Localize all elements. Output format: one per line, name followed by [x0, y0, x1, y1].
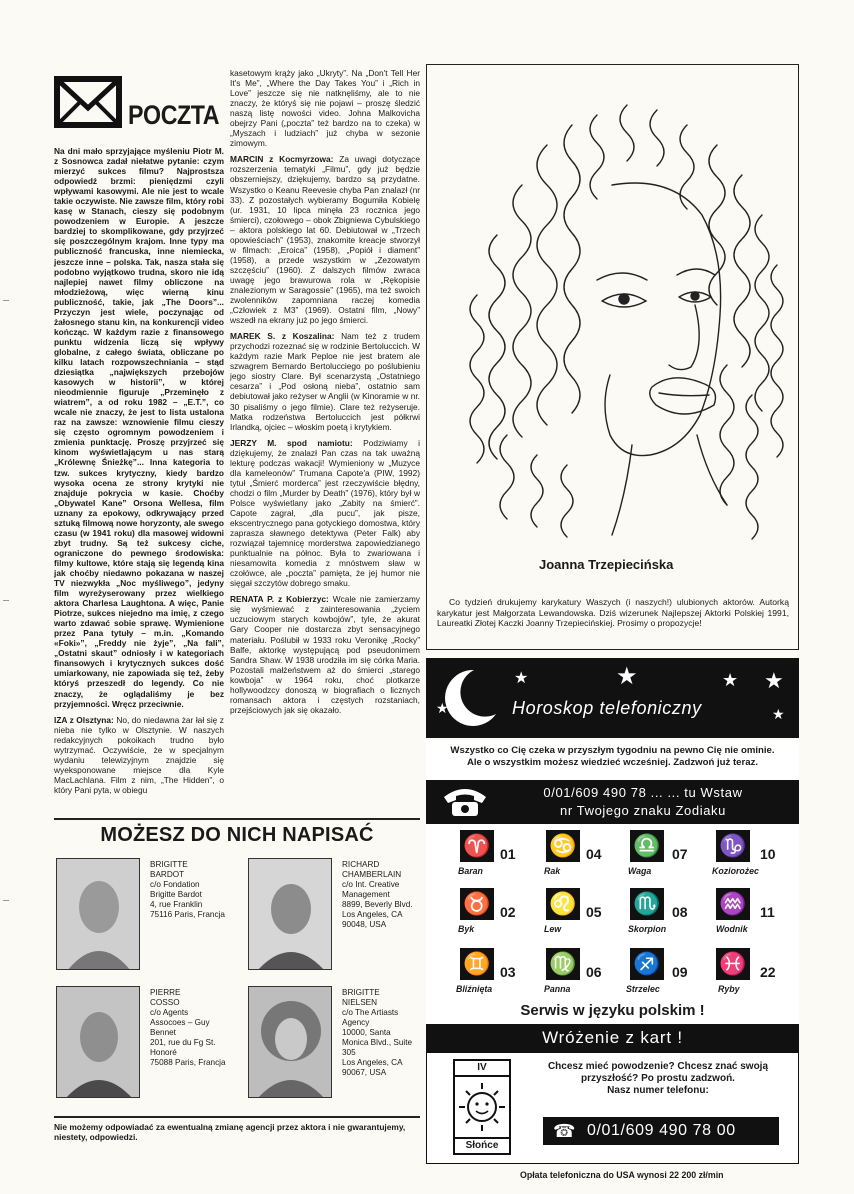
address-line: Brigitte Bardot	[150, 890, 202, 899]
letter-author: IZA z Olsztyna:	[54, 714, 114, 725]
sagittarius-icon: ♐	[630, 948, 664, 980]
zodiac-name: Skorpion	[628, 924, 667, 934]
star-icon: ★	[514, 670, 529, 687]
address-line: c/o Fondation	[150, 880, 200, 889]
address-line: c/o Agents	[150, 1008, 189, 1017]
address-line: COSSO	[150, 998, 180, 1007]
letter-renata	[230, 594, 420, 715]
address-line: 10000, Santa	[342, 1028, 391, 1037]
leo-icon: ♌	[546, 888, 580, 920]
phone-line: 0/01/609 490 78 ... ... tu Wstaw	[543, 785, 743, 800]
letter-marek	[230, 331, 420, 431]
zodiac-number: 08	[672, 904, 688, 920]
actor-photo	[248, 986, 332, 1098]
tarot-card-name: Słońce	[455, 1137, 509, 1153]
star-icon: ★	[722, 670, 739, 690]
actor-photo	[56, 858, 140, 970]
star-icon: ★	[616, 663, 638, 690]
caricature-box	[426, 64, 799, 650]
address-line: PIERRE	[150, 988, 181, 997]
tarot-box	[426, 1052, 799, 1164]
address-bardot	[150, 860, 244, 920]
letter-body: Podziwiamy i dziękujemy, że znalazł Pan czas na tak uważną lekturę podczas wakacji! Wymieniony w „Muzyce dla kameleonów” Trumana Capote'a (PIW, 1992) tytuł „Śmierć morderca” jest rzeczywiście błędny, chodzi o film „Murder by Death” (1976), który był w Polsce wyświetlany jako „Zabity na śmierć”. Capote zagrał, „dla pucu”, jak pisze, ekscentrycznego pana gotyckiego domostwa, który zaprasza sławnego detektywa (Peter Falk) aby rozwiązał tajemnicę morderstwa zapowiedzianego punktualnie na północ. Była to zwariowana i niesamowita komedia z mnóstwem sław w czołówce, ale „poczta” pamięta, że jej humor nie sięgał szczytów dobrego smaku.	[230, 437, 420, 589]
address-line: CHAMBERLAIN	[342, 870, 402, 879]
zodiac-number: 02	[500, 904, 516, 920]
scorpio-icon: ♏	[630, 888, 664, 920]
tarot-line: Nasz numer telefonu:	[607, 1085, 709, 1096]
address-line: c/o Int. Creative	[342, 880, 400, 889]
slogan-line: Ale o wszystkim możesz wiedzieć wcześniej. Zadzwoń już teraz.	[466, 757, 759, 768]
address-line: BARDOT	[150, 870, 185, 879]
address-section	[54, 818, 420, 1142]
zodiac-number: 06	[586, 964, 602, 980]
zodiac-number: 10	[760, 846, 776, 862]
letter-body: Wcale nie zamierzamy się wyśmiewać z zainteresowania „życiem uczuciowym starych kowbojów”, tyle, że akurat Gary Cooper nie dostarcza zbyt sensacyjnego materiału. Poślubił w 1933 roku Veronikę „Rocky” Balfe, aktorkę występującą pod pseudonimem Sandra Shaw. W 1938 urodziła im się córka Maria. Pozostali małżeństwem aż do śmierci „starego kowboja” w 1964 roku, choć plotkarze hollywoodzcy donoszą w biografiach o licznych romansach aktora i częstych rozstaniach, przejściowych jak się okazało.	[230, 594, 420, 715]
horoscope-phone-bar	[426, 780, 799, 824]
horoscope-title: Horoskop telefoniczny	[512, 698, 702, 718]
address-line: Honoré	[150, 1048, 177, 1057]
wrozenie-banner: Wróżenie z kart !	[426, 1024, 799, 1052]
serwis-polish: Serwis w języku polskim !	[426, 1002, 799, 1024]
address-line: 4, rue Franklin	[150, 900, 203, 909]
zodiac-number: 05	[586, 904, 602, 920]
telephone-icon: ☎	[553, 1121, 577, 1141]
address-line: Los Angeles, CA	[342, 910, 403, 919]
address-line: Agency	[342, 1018, 370, 1027]
address-line: BRIGITTE	[150, 860, 188, 869]
taurus-icon: ♉	[460, 888, 494, 920]
zodiac-number: 01	[500, 846, 516, 862]
address-line: 90048, USA	[342, 920, 387, 929]
letter-piotr: Na dni mało sprzyjające myśleniu Piotr M. z Sosnowca zadał niełatwe pytanie: czym mierzyć sukces filmu? Najprostsza odpowiedź brzmi: pieniędzmi czyli wpływami kasowymi. Ale nie jest to wcale takie oczywiste. Nie zawsze film, który robi kasę w Stanach, cieszy się podobnym powodzeniem w Europie. A jeszcze bardziej to skomplikowane, gdy przyjrzeć się poszczególnym krajom. Inne typy ma publiczność francuska, inne niemiecka, jeszcze inne – polska. Tak, nasza stała się podobno wyjątkowo trudna, skoro nie idą najlepiej nawet filmy obliczone na młodzieżową, więc wierną kinu publiczność, takie, jak „The Doors”... Przyczyn jest wiele, poczynając od żałosnego stanu kin, na konkurencji video kończąc. W każdym razie z finansowego punktu widzenia liczą się wpływy globalne, z całego świata, obliczane po kilku latach rozpowszechniania – stąd dziesiątka „największych przebojów kasowych w historii”, w której nieodmiennie figuruje „Przeminęło z wiatrem”, a od roku 1982 – „E.T.”, co wcale nie znaczy, że jest to lista ustalona raz na zawsze: wznowienie filmu cieszy się często ogromnym powodzeniem i zmienia punktację. Proszę przyjrzeć się kinom wyświetlającym u nas starą „Królewnę Śnieżkę”... Inna kategoria to tzw. sukces krytyczny, kiedy bardzo wysoka ocena ze strony krytyki nie znajduje pokrycia w kasie. Choćby „Obywatel Kane” Orsona Wellesa, film uznany za epokowy, odkrywający przed sztuką filmową nowe horyzonty, ale swego czasu (w 1941 roku) dla masowej widowni zbyt trudny. Są też sukcesy ciche, ograniczone do pewnego środowiska: filmy kultowe, które stają się legendą kina jak choćby niedawno pokazana w naszej TV niezwykła „Noc myśliwego”, jedyny film wyreżyserowany przez wielkiego aktora Charlesa Laughtona. A więc, Panie Piotrze, sukces niejedno ma imię, z czego warto zdawać sobie sprawę. Wymienione przez Pana tytuły – m.in. „Komando «Foki»”, „Freddy nie żyje”, „Na fali”, „Ostatni skaut” odniosły i w kategoriach finansowych i krytycznych sukces dość umiarkowany, nie zapowiada się też, żeby któryś przeszedł do legendy. Co nie znaczy, że oglądaliśmy je bez przyjemności. Wręcz przeciwnie.	[54, 146, 224, 709]
star-icon: ★	[772, 706, 785, 722]
zodiac-number: 22	[760, 964, 776, 980]
page-title: POCZTA	[128, 100, 220, 130]
letter-body: Za uwagi dotyczące rozszerzenia tematyki „Filmu”, gdy już będzie obszerniejszy, dziękujemy, bardzo są przydatne. Wszystko o Keanu Reevesie chyba Pan znalazł (nr 33). Z pozostałych wybieramy Bogumiła Kobielę (ur. 1931, 10 lipca minęła 23 rocznica jego śmierci), czołowego – obok Zbigniewa Cybulskiego – aktora polskiego lat 60. Debiutował w „Trzech opowieściach” (1953), znakomite kreacje stworzył w filmach: „Eroica” (1958), „Popiół i diament” (1958), a przede wszystkim w „Zezowatym szczęściu” (1960). Z dalszych filmów zwraca uwagę jego brawurowa rola w „Rękopisie znalezionym w Saragossie” (1965), ma też swoich zwolenników zapomniana raczej komedia „Człowiek z M3” (1969). Ostatni film, „Nowy” wszedł na ekrany już po jego śmierci.	[230, 154, 420, 326]
address-disclaimer: Nie możemy odpowiadać za ewentualną zmianę agencji przez aktora i nie gwarantujemy, niestety, odpowiedzi.	[54, 1116, 420, 1142]
zodiac-name: Strzelec	[626, 984, 660, 994]
zodiac-name: Waga	[628, 866, 652, 876]
cancer-icon: ♋	[546, 830, 580, 862]
letter-iza-continued: kasetowym krąży jako „Ukryty”. Na „Don't Tell Her It's Me”, „Where the Day Takes You” i „Rich in Love” jeszcze się nie natknęliśmy, ale to nie znaczy, że któryś się nie pojawi – proszę śledzić naszą listę nowości video. Johna Malkovicha obejrzy Pani („poczta” też bardzo na to czeka) w „Myszach i ludziach” już chyba w sezonie zimowym.	[230, 68, 420, 149]
letter-marcin	[230, 154, 420, 325]
horoscope-banner	[426, 658, 799, 738]
zodiac-number: 07	[672, 846, 688, 862]
envelope-icon	[52, 70, 126, 132]
address-line: RICHARD	[342, 860, 380, 869]
address-line: 201, rue du Fg St.	[150, 1038, 216, 1047]
letter-body: No, do niedawna żar łał się z nieba nie tylko w Olsztynie. W naszych redakcyjnych pokoikach trudno było wytrzymać. Oczywiście, że w specjalnym wydaniu telewizyjnym znajdzie się wyeksponowane miejsce dla Kyle MacLachlana. Film z nim, „The Hidden”, o który Pani pyta, w obiegu	[54, 714, 224, 795]
moon-icon	[434, 662, 504, 732]
margin-mark	[3, 300, 9, 301]
address-line: c/o The Artiasts	[342, 1008, 399, 1017]
libra-icon: ♎	[630, 830, 664, 862]
letters-column-2	[230, 68, 420, 721]
photo-placeholder	[249, 859, 332, 970]
tarot-line: przyszłość? Po prostu zadzwoń.	[581, 1073, 735, 1084]
horoscope-slogan	[426, 740, 799, 780]
address-line: Bennet	[150, 1028, 176, 1037]
address-line: 75088 Paris, Francja	[150, 1058, 226, 1067]
telephone-icon	[440, 785, 490, 819]
zodiac-name: Wodnik	[716, 924, 748, 934]
tarot-text	[523, 1061, 793, 1097]
zodiac-grid	[426, 824, 799, 1022]
address-line: Management	[342, 890, 390, 899]
photo-placeholder	[57, 987, 140, 1098]
address-line: 90067, USA	[342, 1068, 387, 1077]
margin-mark	[3, 900, 9, 901]
address-cosso	[150, 988, 244, 1068]
caricature-drawing	[427, 65, 797, 593]
tarot-card	[453, 1059, 511, 1155]
address-line: Los Angeles, CA	[342, 1058, 403, 1067]
letter-iza	[54, 715, 224, 795]
poczta-header	[52, 70, 232, 132]
address-line: 75116 Paris, Francja	[150, 910, 225, 919]
address-line: 305	[342, 1048, 356, 1057]
zodiac-number: 03	[500, 964, 516, 980]
zodiac-name: Lew	[544, 924, 562, 934]
zodiac-number: 09	[672, 964, 688, 980]
letter-body: Nam też z trudem przychodzi rozeznać się w rodzinie Bertoluccich. W każdym razie Mark Peploe nie jest bratem ale szwagrem Bernardo Bertolucciego po poślubieniu jego siostry Clare. Był scenarzystą „Ostatniego cesarza” i „Pod osłoną nieba”, ostatnio sam debiutował jako reżyser w Anglii (w Kinoramie w nr. 30 pisaliśmy o jego filmie). Clare też reżyseruje. Matka rodzeństwa Bertoluccich jest półkrwi Irlandką, ojciec – włoskim poetą i krytykiem.	[230, 331, 420, 432]
aquarius-icon: ♒	[716, 888, 750, 920]
capricorn-icon: ♑	[716, 830, 750, 862]
letter-author: RENATA P. z Kobierzyc:	[230, 594, 329, 605]
phone-fee-note: Opłata telefoniczna do USA wynosi 22 200 zł/min	[520, 1170, 724, 1180]
star-icon: ★	[436, 700, 449, 716]
zodiac-name: Baran	[458, 866, 483, 876]
horoscope-ad	[426, 658, 799, 1164]
photo-placeholder	[57, 859, 140, 970]
zodiac-name: Bliźnięta	[456, 984, 493, 994]
letter-author: JERZY M. spod namiotu:	[230, 437, 353, 448]
caricature-signature: Joanna Trzepiecińska	[539, 557, 674, 572]
tarot-line: Chcesz mieć powodzenie? Chcesz znać swoją	[547, 1061, 769, 1072]
letter-author: MAREK S. z Koszalina:	[230, 331, 335, 342]
actor-photo	[248, 858, 332, 970]
letter-jerzy	[230, 438, 420, 589]
zodiac-name: Ryby	[718, 984, 740, 994]
address-nielsen	[342, 988, 436, 1078]
gemini-icon: ♊	[460, 948, 494, 980]
address-section-title: MOŻESZ DO NICH NAPISAĆ	[100, 824, 374, 846]
aries-icon: ♈	[460, 830, 494, 862]
tarot-card-number: IV	[455, 1061, 509, 1077]
caricature-caption: Co tydzień drukujemy karykatury Waszych (i naszych!) ulubionych aktorów. Autorką karykatur jest Małgorzata Lewandowska. Dziś wizerunek Najlepszej Aktorki Polskiej 1991, Laureatki Złotej Kaczki Joanny Trzepiecińskiej. Prosimy o propozycje!	[437, 597, 789, 629]
photo-placeholder	[249, 987, 332, 1098]
address-chamberlain	[342, 860, 436, 930]
zodiac-name: Koziorożec	[712, 866, 759, 876]
margin-mark	[3, 600, 9, 601]
address-line: 8899, Beverly Blvd.	[342, 900, 413, 909]
horoscope-phone-number[interactable]	[498, 784, 788, 820]
zodiac-name: Rak	[544, 866, 561, 876]
actor-photo	[56, 986, 140, 1098]
sun-icon	[455, 1077, 509, 1137]
address-line: Monica Blvd., Suite	[342, 1038, 413, 1047]
pisces-icon: ♓	[716, 948, 750, 980]
tarot-phone-bar[interactable]	[543, 1117, 779, 1145]
address-line: BRIGITTE	[342, 988, 380, 997]
address-line: NIELSEN	[342, 998, 378, 1007]
zodiac-name: Byk	[458, 924, 475, 934]
zodiac-number: 11	[760, 904, 775, 920]
letters-column-1	[54, 146, 224, 801]
slogan-line: Wszystko co Cię czeka w przyszłym tygodniu na pewno Cię nie ominie.	[450, 745, 775, 756]
tarot-phone-number: 0/01/609 490 78 00	[587, 1122, 736, 1139]
letter-author: MARCIN z Kocmyrzowa:	[230, 154, 334, 165]
address-line: Assocoes – Guy	[150, 1018, 210, 1027]
virgo-icon: ♍	[546, 948, 580, 980]
zodiac-name: Panna	[544, 984, 571, 994]
star-icon: ★	[764, 668, 784, 693]
zodiac-number: 04	[586, 846, 602, 862]
phone-line: nr Twojego znaku Zodiaku	[560, 803, 726, 818]
